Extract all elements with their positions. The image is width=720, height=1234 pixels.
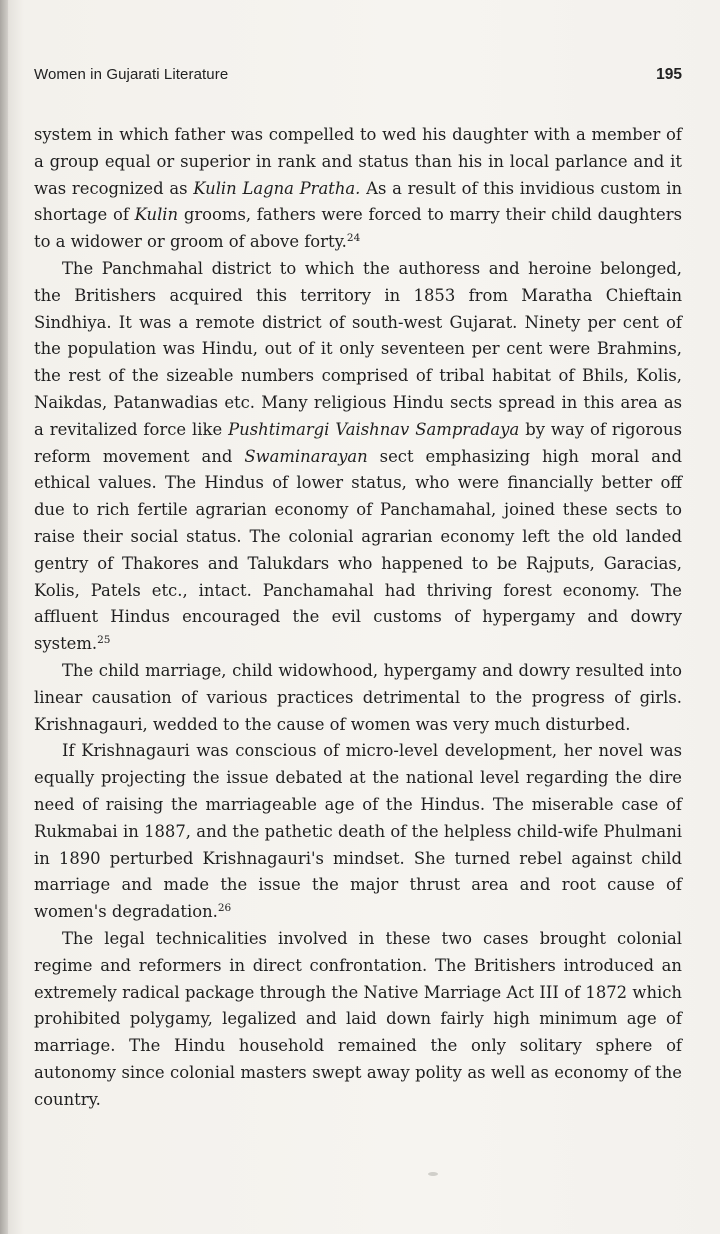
paragraph-1-text-c: grooms, fathers were forced to marry their child daughters to a widower or groom of above forty. xyxy=(34,205,683,252)
paragraph-2-text-a: The Panchmahal district to which the authoress and heroine belonged, the Britishers acquired this territory in 1853 from Maratha Chieftain Sindhiya. It was a remote district of south-west Gujarat. Ninety per cent of the population was Hindu, out of it only seventeen per cent were Brahmins, the rest of the sizeable numbers comprised of tribal habitat of Bhils, Kolis, Naikdas, Patanwadias etc. Many religious Hindu sects spread in this area as a revitalized force like xyxy=(34,258,682,439)
paragraph-5: The legal technicalities involved in these two cases brought colonial regime and reformers in direct confrontation. The Britishers introduced an extremely radical package through the Native Marriage Act III of 1872 which prohibited polygamy, legalized and laid down fairly high minimum age of marriage. The Hindu household remained the only solitary sphere of autonomy since colonial masters swept away polity as well as economy of the country. xyxy=(34,928,682,1109)
footnote-ref-26: 26 xyxy=(217,902,232,915)
page-gutter-shadow xyxy=(0,0,8,1234)
paragraph-2-text-b: by way of rigorous reform movement and xyxy=(34,419,682,466)
body-text xyxy=(34,122,682,1113)
paragraph-2-italic-term-1: Pushtimargi Vaishnav Sampradaya xyxy=(228,419,520,439)
paragraph-3: The child marriage, child widowhood, hypergamy and dowry resulted into linear causation of various practices detrimental to the progress of girls. Krishnagauri, wedded to the cause of women was very much disturbed. xyxy=(34,660,682,734)
footnote-ref-25: 25 xyxy=(97,634,111,647)
paragraph-1-italic-term-1: Kulin Lagna Pratha. xyxy=(193,178,361,198)
paragraph-1-italic-term-2: Kulin xyxy=(134,205,179,225)
paragraph-1-text-b: As a result of this invidious custom in shortage of xyxy=(34,178,683,225)
page-number: 195 xyxy=(656,66,682,83)
paragraph-2 xyxy=(34,256,682,658)
paragraph-2-text-c: sect emphasizing high moral and ethical values. The Hindus of lower status, who were financially better off due to rich fertile agrarian economy of Panchamahal, joined these sects to raise their social status. The colonial agrarian economy left the old landed gentry of Thakores and Talukdars who happened to be Rajputs, Garacias, Kolis, Patels etc., intact. Panchamahal had thriving forest economy. The affluent Hindus encouraged the evil customs of hypergamy and dowry system. xyxy=(34,446,682,654)
page-header xyxy=(34,66,682,92)
paragraph-2-italic-term-2: Swaminarayan xyxy=(244,446,368,466)
ink-smudge-mark xyxy=(428,1172,438,1176)
paragraph-1 xyxy=(34,122,682,256)
paragraph-4 xyxy=(34,738,682,926)
footnote-ref-24: 24 xyxy=(346,232,361,245)
paragraph-1-text-a: system in which father was compelled to wed his daughter with a member of a group equal or superior in rank and status than his in local parlance and it was recognized as xyxy=(34,125,682,198)
running-title: Women in Gujarati Literature xyxy=(34,66,229,83)
paragraph-4-text: If Krishnagauri was conscious of micro-level development, her novel was equally projecting the issue debated at the national level regarding the dire need of raising the marriageable age of the Hindus. The miserable case of Rukmabai in 1887, and the pathetic death of the helpless child-wife Phulmani in 1890 perturbed Krishnagauri's mindset. She turned rebel against child marriage and made the issue the major thrust area and root cause of women's degradation. xyxy=(34,741,682,922)
